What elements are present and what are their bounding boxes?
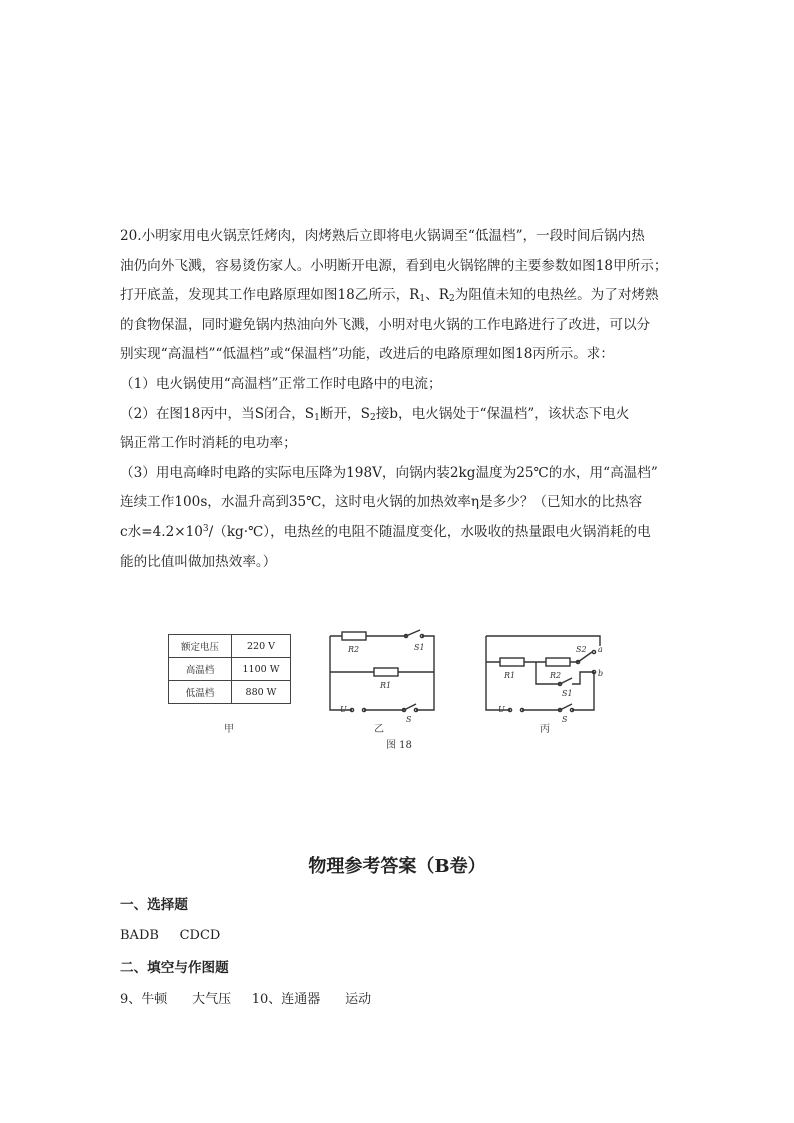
choice-answers: BADB CDCD [120, 928, 221, 943]
nameplate-table [168, 634, 291, 704]
question-line: 的食物保温，同时避免锅内热油向外飞溅，小明对电火锅的工作电路进行了改进，可以分 [120, 316, 651, 333]
circuit-yi [322, 622, 442, 732]
table-key: 高温档 [169, 658, 232, 681]
label-s1: S1 [414, 643, 425, 652]
figure-caption: 图 18 [386, 740, 412, 751]
circuit-bing [480, 622, 610, 732]
question-line: 锅正常工作时消耗的电功率； [120, 435, 297, 452]
table-value: 1100 W [232, 658, 291, 681]
question-line: 别实现“高温档”“低温档”或“保温档”功能，改进后的电路原理如图18丙所示。求： [120, 346, 614, 363]
question-line: 20.小明家用电火锅烹饪烤肉，肉烤熟后立即将电火锅调至“低温档”，一段时间后锅内热 [120, 228, 645, 244]
question-part-2: （2）在图18丙中，当S闭合，$S_1$断开，$S_2$接b，电火锅处于“保温档”，该状态下电火 [120, 405, 630, 423]
table-value: 880 W [232, 681, 291, 704]
label-r1: R1 [380, 681, 392, 690]
section-fill-heading: 二、填空与作图题 [120, 960, 229, 976]
figure-18 [160, 622, 630, 756]
label-s1: S1 [562, 689, 573, 698]
fill-answers: 9、牛顿 大气压 10、连通器 运动 [120, 992, 372, 1007]
table-row [169, 635, 291, 658]
label-a: a [598, 645, 603, 654]
section-choice-heading: 一、选择题 [120, 897, 188, 913]
label-s2: S2 [576, 645, 587, 654]
table-value: 220 V [232, 635, 291, 658]
question-line: 能的比值叫做加热效率。） [120, 553, 277, 570]
caption-jia: 甲 [224, 724, 234, 735]
table-row [169, 681, 291, 704]
label-s: S [406, 715, 412, 724]
question-20 [120, 222, 680, 577]
question-part-1: （1）电火锅使用“高温档”正常工作时电路中的电流； [120, 375, 442, 392]
table-row [169, 658, 291, 681]
table-key: 低温档 [169, 681, 232, 704]
question-line: 连续工作100s，水温升高到35℃，这时电火锅的加热效率η是多少？（已知水的比热容 [120, 494, 643, 511]
label-u: U [340, 705, 347, 714]
answer-title: 物理参考答案（B卷） [308, 856, 486, 877]
label-r2: R2 [348, 645, 360, 654]
label-b: b [598, 669, 604, 678]
question-line: 油仍向外飞溅，容易烫伤家人。小明断开电源，看到电火锅铭牌的主要参数如图18甲所示； [120, 257, 668, 274]
question-line: 打开底盖，发现其工作电路原理如图18乙所示，$R_1$、$R_2$为阻值未知的电热丝。为了对烤熟 [120, 287, 659, 305]
caption-bing: 丙 [540, 724, 550, 735]
question-line: c水$=4.2\times 10^3/(kg\cdot℃)$，电热丝的电阻不随温度变化，水吸收的热量跟电火锅消耗的电 [120, 523, 651, 540]
label-r2: R2 [550, 671, 562, 680]
question-part-3: （3）用电高峰时电路的实际电压降为198V，向锅内装2kg温度为25℃的水，用“高温档” [120, 464, 658, 481]
label-s: S [562, 715, 568, 724]
table-key: 额定电压 [169, 635, 232, 658]
caption-yi: 乙 [374, 724, 384, 735]
label-r1: R1 [504, 671, 516, 680]
label-u: U [498, 705, 505, 714]
